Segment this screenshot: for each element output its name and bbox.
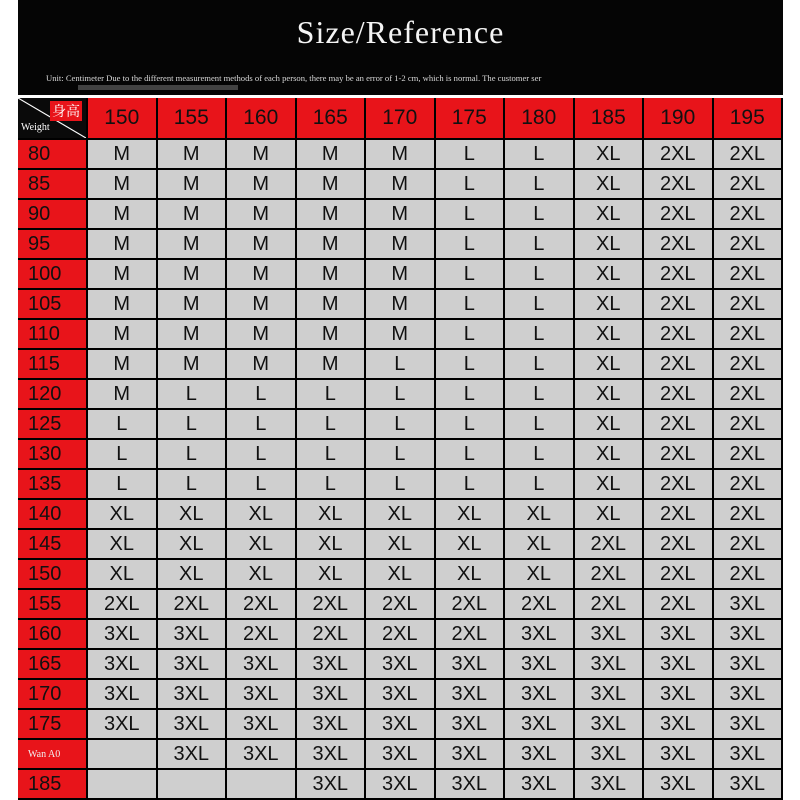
size-cell: M bbox=[158, 200, 228, 230]
size-cell: 3XL bbox=[158, 740, 228, 770]
size-cell: 2XL bbox=[644, 260, 714, 290]
size-cell: L bbox=[436, 140, 506, 170]
size-cell: 3XL bbox=[505, 710, 575, 740]
size-cell: XL bbox=[575, 230, 645, 260]
size-cell: 2XL bbox=[644, 290, 714, 320]
size-cell: 3XL bbox=[505, 620, 575, 650]
weight-row-header: 145 bbox=[18, 530, 88, 560]
size-cell: 3XL bbox=[227, 710, 297, 740]
size-cell: M bbox=[227, 320, 297, 350]
size-cell: XL bbox=[505, 530, 575, 560]
size-cell: 3XL bbox=[644, 770, 714, 800]
size-cell: M bbox=[88, 290, 158, 320]
size-cell: 3XL bbox=[644, 680, 714, 710]
size-cell bbox=[158, 770, 228, 800]
size-cell: L bbox=[297, 470, 367, 500]
size-cell: XL bbox=[575, 260, 645, 290]
size-cell: 3XL bbox=[714, 650, 784, 680]
size-cell: M bbox=[227, 140, 297, 170]
size-cell: M bbox=[366, 230, 436, 260]
size-cell: L bbox=[436, 410, 506, 440]
size-cell: 2XL bbox=[714, 200, 784, 230]
size-cell: L bbox=[505, 140, 575, 170]
height-header: 190 bbox=[644, 98, 714, 140]
size-cell: L bbox=[436, 470, 506, 500]
size-cell: 2XL bbox=[644, 380, 714, 410]
size-cell: 3XL bbox=[297, 740, 367, 770]
size-cell: 2XL bbox=[88, 590, 158, 620]
size-cell: 2XL bbox=[227, 590, 297, 620]
size-cell: 2XL bbox=[714, 320, 784, 350]
weight-row-header: 80 bbox=[18, 140, 88, 170]
measurement-notice: Unit: Centimeter Due to the different measurement methods of each person, there may be an error of 1-2 cm, which is normal. The customer ser bbox=[46, 73, 542, 83]
size-cell: L bbox=[436, 440, 506, 470]
weight-row-header: 170 bbox=[18, 680, 88, 710]
size-cell: M bbox=[88, 380, 158, 410]
size-cell: 3XL bbox=[366, 740, 436, 770]
size-cell: 3XL bbox=[366, 710, 436, 740]
size-cell: 3XL bbox=[644, 710, 714, 740]
size-cell: L bbox=[505, 170, 575, 200]
size-cell: XL bbox=[575, 320, 645, 350]
title-banner bbox=[18, 0, 783, 95]
size-cell: 3XL bbox=[575, 770, 645, 800]
size-cell: 3XL bbox=[575, 650, 645, 680]
size-cell: L bbox=[436, 380, 506, 410]
height-header: 170 bbox=[366, 98, 436, 140]
size-cell: XL bbox=[575, 380, 645, 410]
size-cell: M bbox=[366, 320, 436, 350]
size-cell: 3XL bbox=[436, 740, 506, 770]
size-cell: M bbox=[366, 140, 436, 170]
size-cell: 3XL bbox=[158, 680, 228, 710]
size-cell: 3XL bbox=[505, 650, 575, 680]
size-cell: 2XL bbox=[297, 590, 367, 620]
size-cell: 3XL bbox=[227, 650, 297, 680]
size-cell: 2XL bbox=[575, 590, 645, 620]
weight-row-header: 160 bbox=[18, 620, 88, 650]
size-cell bbox=[88, 740, 158, 770]
size-cell: 3XL bbox=[297, 710, 367, 740]
size-cell: 2XL bbox=[575, 530, 645, 560]
size-cell: 2XL bbox=[366, 590, 436, 620]
size-cell: 2XL bbox=[714, 500, 784, 530]
size-cell: M bbox=[366, 170, 436, 200]
size-cell: XL bbox=[575, 170, 645, 200]
size-cell: L bbox=[366, 380, 436, 410]
size-cell: XL bbox=[88, 560, 158, 590]
size-cell: 3XL bbox=[88, 620, 158, 650]
size-cell: L bbox=[88, 440, 158, 470]
weight-row-header: 85 bbox=[18, 170, 88, 200]
size-cell: XL bbox=[366, 560, 436, 590]
height-header: 155 bbox=[158, 98, 228, 140]
size-cell: 2XL bbox=[714, 560, 784, 590]
size-cell: M bbox=[227, 260, 297, 290]
size-cell: XL bbox=[575, 470, 645, 500]
size-cell: M bbox=[297, 140, 367, 170]
size-cell: L bbox=[227, 470, 297, 500]
size-cell bbox=[227, 770, 297, 800]
size-cell: L bbox=[227, 440, 297, 470]
size-cell: 2XL bbox=[575, 560, 645, 590]
size-cell: M bbox=[366, 290, 436, 320]
size-cell: M bbox=[88, 260, 158, 290]
weight-row-header: 155 bbox=[18, 590, 88, 620]
height-header: 160 bbox=[227, 98, 297, 140]
size-cell: 2XL bbox=[714, 380, 784, 410]
notice-overflow-text bbox=[78, 85, 238, 90]
size-cell: 3XL bbox=[505, 770, 575, 800]
size-cell: M bbox=[227, 290, 297, 320]
size-cell: M bbox=[297, 350, 367, 380]
size-cell: 3XL bbox=[88, 680, 158, 710]
size-cell: L bbox=[436, 170, 506, 200]
weight-row-header: 140 bbox=[18, 500, 88, 530]
size-cell: 3XL bbox=[436, 710, 506, 740]
table-corner-header bbox=[18, 98, 88, 140]
size-cell: 3XL bbox=[714, 680, 784, 710]
size-cell: 3XL bbox=[436, 680, 506, 710]
size-cell: XL bbox=[297, 560, 367, 590]
size-cell: 2XL bbox=[644, 350, 714, 380]
size-cell: XL bbox=[575, 140, 645, 170]
weight-row-header: 125 bbox=[18, 410, 88, 440]
size-cell: 3XL bbox=[297, 680, 367, 710]
height-header: 185 bbox=[575, 98, 645, 140]
size-cell: 3XL bbox=[88, 710, 158, 740]
size-reference-table bbox=[18, 98, 783, 800]
size-cell: M bbox=[88, 350, 158, 380]
size-cell: XL bbox=[366, 530, 436, 560]
weight-row-header: 115 bbox=[18, 350, 88, 380]
height-header: 175 bbox=[436, 98, 506, 140]
size-cell: L bbox=[158, 470, 228, 500]
size-cell: XL bbox=[158, 560, 228, 590]
height-header: 195 bbox=[714, 98, 784, 140]
size-cell: L bbox=[88, 470, 158, 500]
size-cell: M bbox=[297, 170, 367, 200]
size-cell: 2XL bbox=[714, 140, 784, 170]
size-cell: 3XL bbox=[158, 710, 228, 740]
size-cell: 2XL bbox=[644, 320, 714, 350]
size-cell: XL bbox=[436, 560, 506, 590]
size-cell: 2XL bbox=[644, 560, 714, 590]
size-cell: 3XL bbox=[644, 620, 714, 650]
weight-row-header: 135 bbox=[18, 470, 88, 500]
size-cell: L bbox=[158, 440, 228, 470]
size-cell: L bbox=[436, 260, 506, 290]
size-cell: 2XL bbox=[644, 170, 714, 200]
weight-row-header: 100 bbox=[18, 260, 88, 290]
size-cell: 2XL bbox=[644, 470, 714, 500]
size-cell: L bbox=[505, 230, 575, 260]
size-cell: XL bbox=[436, 500, 506, 530]
weight-row-header: 90 bbox=[18, 200, 88, 230]
size-cell: M bbox=[297, 290, 367, 320]
size-cell: M bbox=[227, 170, 297, 200]
size-cell: 3XL bbox=[227, 680, 297, 710]
page-title: Size/Reference bbox=[296, 14, 505, 50]
size-cell: 3XL bbox=[714, 620, 784, 650]
size-cell: L bbox=[158, 410, 228, 440]
size-cell: M bbox=[297, 260, 367, 290]
size-cell: XL bbox=[575, 290, 645, 320]
size-cell: XL bbox=[575, 440, 645, 470]
size-cell: M bbox=[158, 230, 228, 260]
weight-row-header: 110 bbox=[18, 320, 88, 350]
size-cell: M bbox=[88, 320, 158, 350]
size-cell: XL bbox=[297, 500, 367, 530]
size-cell: 3XL bbox=[714, 710, 784, 740]
size-cell: M bbox=[88, 140, 158, 170]
height-axis-label: 身高 bbox=[52, 103, 80, 119]
size-cell: L bbox=[505, 380, 575, 410]
size-cell: L bbox=[227, 410, 297, 440]
size-cell: 3XL bbox=[644, 650, 714, 680]
size-cell: L bbox=[436, 290, 506, 320]
weight-row-header: 185 bbox=[18, 770, 88, 800]
size-cell: 3XL bbox=[644, 740, 714, 770]
size-cell: L bbox=[227, 380, 297, 410]
size-cell: 2XL bbox=[436, 620, 506, 650]
size-cell: XL bbox=[575, 410, 645, 440]
size-cell: XL bbox=[158, 530, 228, 560]
size-cell: L bbox=[297, 410, 367, 440]
size-cell: M bbox=[158, 350, 228, 380]
size-cell: 2XL bbox=[714, 230, 784, 260]
size-cell: XL bbox=[297, 530, 367, 560]
size-cell: 3XL bbox=[366, 680, 436, 710]
size-cell: L bbox=[158, 380, 228, 410]
size-cell: M bbox=[88, 200, 158, 230]
size-cell: 2XL bbox=[714, 290, 784, 320]
weight-row-header: 165 bbox=[18, 650, 88, 680]
weight-row-header: 105 bbox=[18, 290, 88, 320]
size-cell: L bbox=[436, 200, 506, 230]
size-cell: 3XL bbox=[158, 620, 228, 650]
size-cell: XL bbox=[227, 500, 297, 530]
size-cell: XL bbox=[575, 350, 645, 380]
size-cell: M bbox=[227, 200, 297, 230]
size-cell: 3XL bbox=[575, 710, 645, 740]
size-cell: 3XL bbox=[575, 620, 645, 650]
size-cell: XL bbox=[88, 530, 158, 560]
size-cell: L bbox=[297, 440, 367, 470]
size-cell: 3XL bbox=[158, 650, 228, 680]
size-cell: M bbox=[227, 230, 297, 260]
size-cell: 2XL bbox=[644, 200, 714, 230]
size-cell: L bbox=[436, 230, 506, 260]
size-cell: XL bbox=[505, 500, 575, 530]
size-cell: L bbox=[366, 410, 436, 440]
size-cell: M bbox=[88, 230, 158, 260]
size-cell: 3XL bbox=[436, 650, 506, 680]
size-cell: 2XL bbox=[297, 620, 367, 650]
size-cell: L bbox=[505, 470, 575, 500]
size-cell: 2XL bbox=[227, 620, 297, 650]
size-cell: M bbox=[297, 320, 367, 350]
size-cell: 3XL bbox=[575, 740, 645, 770]
size-cell: 2XL bbox=[644, 440, 714, 470]
size-cell: L bbox=[366, 470, 436, 500]
size-cell: M bbox=[227, 350, 297, 380]
weight-row-header: 175 bbox=[18, 710, 88, 740]
size-cell: XL bbox=[505, 560, 575, 590]
size-cell: 3XL bbox=[297, 650, 367, 680]
size-cell: 3XL bbox=[714, 770, 784, 800]
size-cell: XL bbox=[575, 200, 645, 230]
size-cell: L bbox=[505, 320, 575, 350]
size-cell: L bbox=[505, 410, 575, 440]
weight-row-header: 150 bbox=[18, 560, 88, 590]
size-cell: L bbox=[88, 410, 158, 440]
size-cell: 2XL bbox=[158, 590, 228, 620]
size-cell: 3XL bbox=[227, 740, 297, 770]
size-cell: XL bbox=[575, 500, 645, 530]
height-header: 180 bbox=[505, 98, 575, 140]
size-cell: 3XL bbox=[436, 770, 506, 800]
size-cell: 3XL bbox=[366, 770, 436, 800]
size-cell: 2XL bbox=[714, 410, 784, 440]
size-cell: L bbox=[505, 440, 575, 470]
size-cell: XL bbox=[227, 530, 297, 560]
height-header: 165 bbox=[297, 98, 367, 140]
weight-axis-label: Weight bbox=[21, 122, 50, 133]
size-cell: M bbox=[297, 200, 367, 230]
size-cell: L bbox=[366, 440, 436, 470]
size-cell: 2XL bbox=[644, 530, 714, 560]
height-header: 150 bbox=[88, 98, 158, 140]
size-cell: L bbox=[505, 200, 575, 230]
size-cell: XL bbox=[88, 500, 158, 530]
size-cell: 3XL bbox=[366, 650, 436, 680]
size-cell: L bbox=[436, 320, 506, 350]
size-cell: 3XL bbox=[505, 680, 575, 710]
size-cell: L bbox=[505, 350, 575, 380]
size-cell: 2XL bbox=[714, 260, 784, 290]
weight-row-header: 130 bbox=[18, 440, 88, 470]
size-cell: 2XL bbox=[714, 440, 784, 470]
size-cell: 2XL bbox=[505, 590, 575, 620]
size-cell: 3XL bbox=[505, 740, 575, 770]
size-cell: 3XL bbox=[714, 740, 784, 770]
size-cell: M bbox=[158, 140, 228, 170]
size-cell: M bbox=[158, 320, 228, 350]
size-cell: M bbox=[158, 290, 228, 320]
size-cell: L bbox=[436, 350, 506, 380]
size-cell: XL bbox=[158, 500, 228, 530]
size-cell: 3XL bbox=[297, 770, 367, 800]
weight-row-header: 95 bbox=[18, 230, 88, 260]
size-cell: 3XL bbox=[575, 680, 645, 710]
size-cell: 2XL bbox=[436, 590, 506, 620]
size-cell: M bbox=[366, 260, 436, 290]
size-cell: 2XL bbox=[714, 530, 784, 560]
size-cell: 2XL bbox=[644, 230, 714, 260]
size-cell: 2XL bbox=[714, 170, 784, 200]
weight-row-header: 120 bbox=[18, 380, 88, 410]
size-cell: 2XL bbox=[366, 620, 436, 650]
size-cell: 2XL bbox=[644, 410, 714, 440]
size-cell: 3XL bbox=[714, 590, 784, 620]
size-cell: 2XL bbox=[644, 140, 714, 170]
size-cell: M bbox=[158, 170, 228, 200]
size-cell: 2XL bbox=[644, 500, 714, 530]
size-cell: L bbox=[505, 260, 575, 290]
size-cell: 2XL bbox=[714, 350, 784, 380]
size-cell bbox=[88, 770, 158, 800]
size-cell: XL bbox=[436, 530, 506, 560]
size-cell: 2XL bbox=[714, 470, 784, 500]
size-cell: 2XL bbox=[644, 590, 714, 620]
weight-row-header: Wan A0 bbox=[18, 740, 88, 770]
size-cell: M bbox=[88, 170, 158, 200]
size-cell: XL bbox=[366, 500, 436, 530]
size-cell: L bbox=[366, 350, 436, 380]
size-cell: M bbox=[366, 200, 436, 230]
size-cell: L bbox=[505, 290, 575, 320]
size-cell: L bbox=[297, 380, 367, 410]
size-cell: 3XL bbox=[88, 650, 158, 680]
size-cell: XL bbox=[227, 560, 297, 590]
size-cell: M bbox=[297, 230, 367, 260]
size-cell: M bbox=[158, 260, 228, 290]
